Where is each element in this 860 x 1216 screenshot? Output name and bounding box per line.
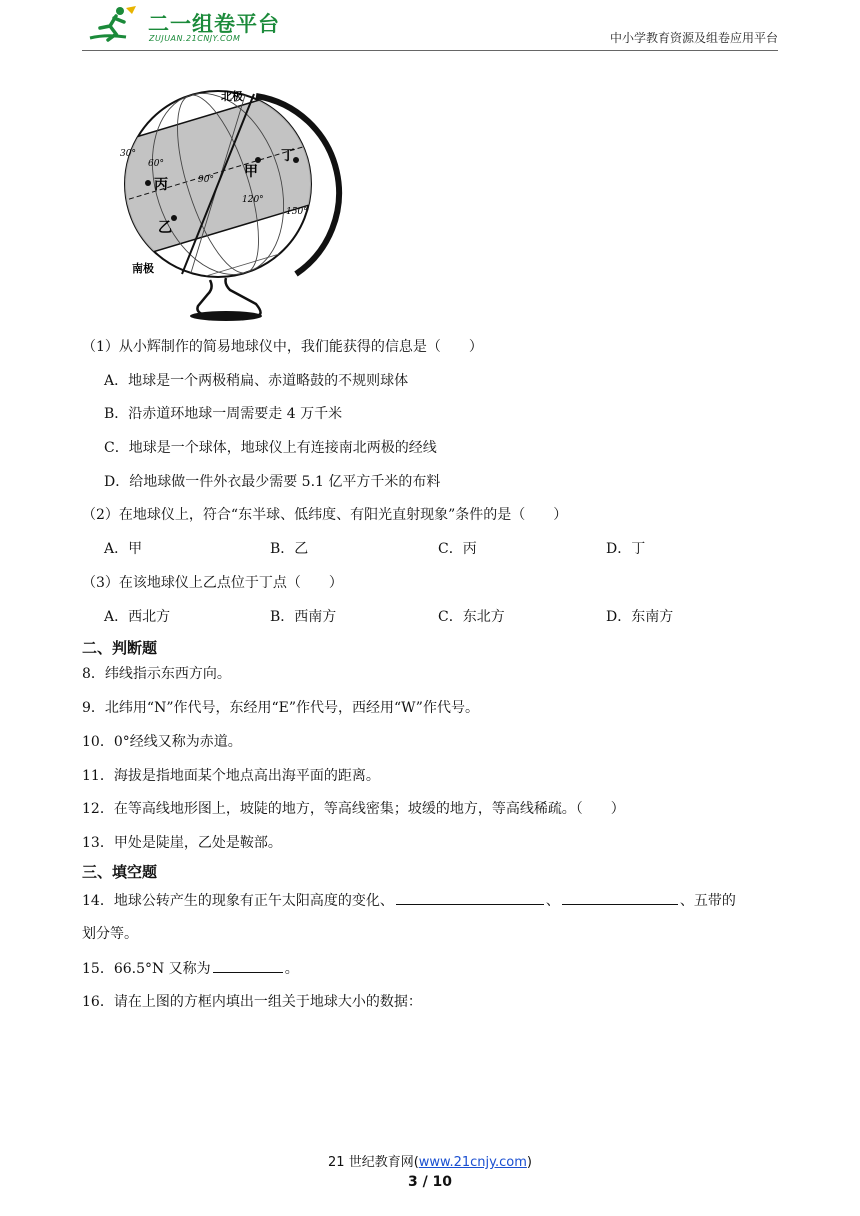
- point-jia: [255, 157, 261, 163]
- deg-30-label: 30°: [120, 149, 136, 159]
- q2-option-a: A．甲: [104, 541, 143, 557]
- q1-option-d: D．给地球做一件外衣最少需要 5.1 亿平方千米的布料: [104, 474, 441, 490]
- point-bing-label: 丙: [154, 177, 168, 193]
- footer-site-suffix: ): [526, 1155, 532, 1170]
- point-jia-label: 甲: [244, 164, 258, 180]
- globe-figure: [106, 84, 346, 324]
- q15-text-1: 15．66.5°N 又称为: [82, 961, 211, 977]
- q3-option-b: B．西南方: [270, 609, 337, 625]
- footer-site: [0, 1151, 860, 1170]
- question-8: 8．纬线指示东西方向。: [82, 666, 231, 682]
- q1-option-b: B．沿赤道环地球一周需要走 4 万千米: [104, 406, 343, 422]
- q14-text-2: 、五带的: [679, 893, 736, 909]
- q14-blank-2[interactable]: [562, 890, 678, 905]
- q14-line-2: 划分等。: [82, 926, 138, 942]
- deg-60-label: 60°: [148, 159, 164, 169]
- question-15: [82, 958, 299, 979]
- section-judgement-title: 二、判断题: [82, 639, 158, 657]
- q2-option-b: B．乙: [270, 541, 309, 557]
- q15-blank[interactable]: [213, 958, 283, 973]
- north-pole-label: 北极: [221, 90, 243, 103]
- q14-text-1: 14．地球公转产生的现象有正午太阳高度的变化、: [82, 893, 394, 909]
- question-12: 12．在等高线地形图上，坡陡的地方，等高线密集；坡缓的地方，等高线稀疏。（ ）: [82, 801, 625, 817]
- deg-120-label: 120°: [242, 195, 264, 205]
- q14-separator: 、: [545, 893, 560, 909]
- question-16: 16．请在上图的方框内填出一组关于地球大小的数据：: [82, 994, 422, 1010]
- question-14: [82, 890, 736, 911]
- q1-option-a: A．地球是一个两极稍扁、赤道略鼓的不规则球体: [104, 373, 409, 389]
- deg-90-label: 90°: [198, 175, 214, 185]
- q15-text-2: 。: [284, 961, 299, 977]
- brand-title: 二一组卷平台: [148, 12, 280, 36]
- page-number: 3 / 10: [407, 1174, 453, 1190]
- point-yi-label: 乙: [158, 220, 172, 236]
- q2-option-d: D．丁: [606, 541, 646, 557]
- platform-name: 中小学教育资源及组卷应用平台: [609, 31, 778, 45]
- footer-site-prefix: 21 世纪教育网(: [328, 1155, 419, 1170]
- point-bing: [145, 180, 151, 186]
- q2-option-c: C．丙: [438, 541, 477, 557]
- south-pole-label: 南极: [132, 262, 154, 275]
- question-9: 9．北纬用“N”作代号，东经用“E”作代号，西经用“W”作代号。: [82, 700, 479, 716]
- q3-stem: （3）在该地球仪上乙点位于丁点（ ）: [82, 575, 343, 591]
- question-13: 13．甲处是陡崖，乙处是鞍部。: [82, 835, 282, 851]
- q1-stem: （1）从小辉制作的简易地球仪中，我们能获得的信息是（ ）: [82, 339, 483, 355]
- footer-site-link[interactable]: www.21cnjy.com: [418, 1155, 527, 1170]
- brand-subtitle: ZUJUAN.21CNJY.COM: [149, 34, 241, 43]
- question-11: 11．海拔是指地面某个地点高出海平面的距离。: [82, 768, 380, 784]
- q2-stem: （2）在地球仪上，符合“东半球、低纬度、有阳光直射现象”条件的是（ ）: [82, 507, 568, 523]
- deg-150-label: 150°: [286, 207, 308, 217]
- q3-option-c: C．东北方: [438, 609, 505, 625]
- section-fill-title: 三、填空题: [82, 863, 158, 881]
- q3-option-d: D．东南方: [606, 609, 674, 625]
- page-header: [82, 0, 778, 51]
- globe-stand: [197, 278, 260, 316]
- runner-logo-icon: [86, 4, 146, 44]
- q3-option-a: A．西北方: [104, 609, 171, 625]
- q14-blank-1[interactable]: [396, 890, 544, 905]
- point-ding-label: 丁: [281, 148, 295, 164]
- q1-option-c: C．地球是一个球体，地球仪上有连接南北两极的经线: [104, 440, 437, 456]
- question-10: 10．0°经线又称为赤道。: [82, 734, 242, 750]
